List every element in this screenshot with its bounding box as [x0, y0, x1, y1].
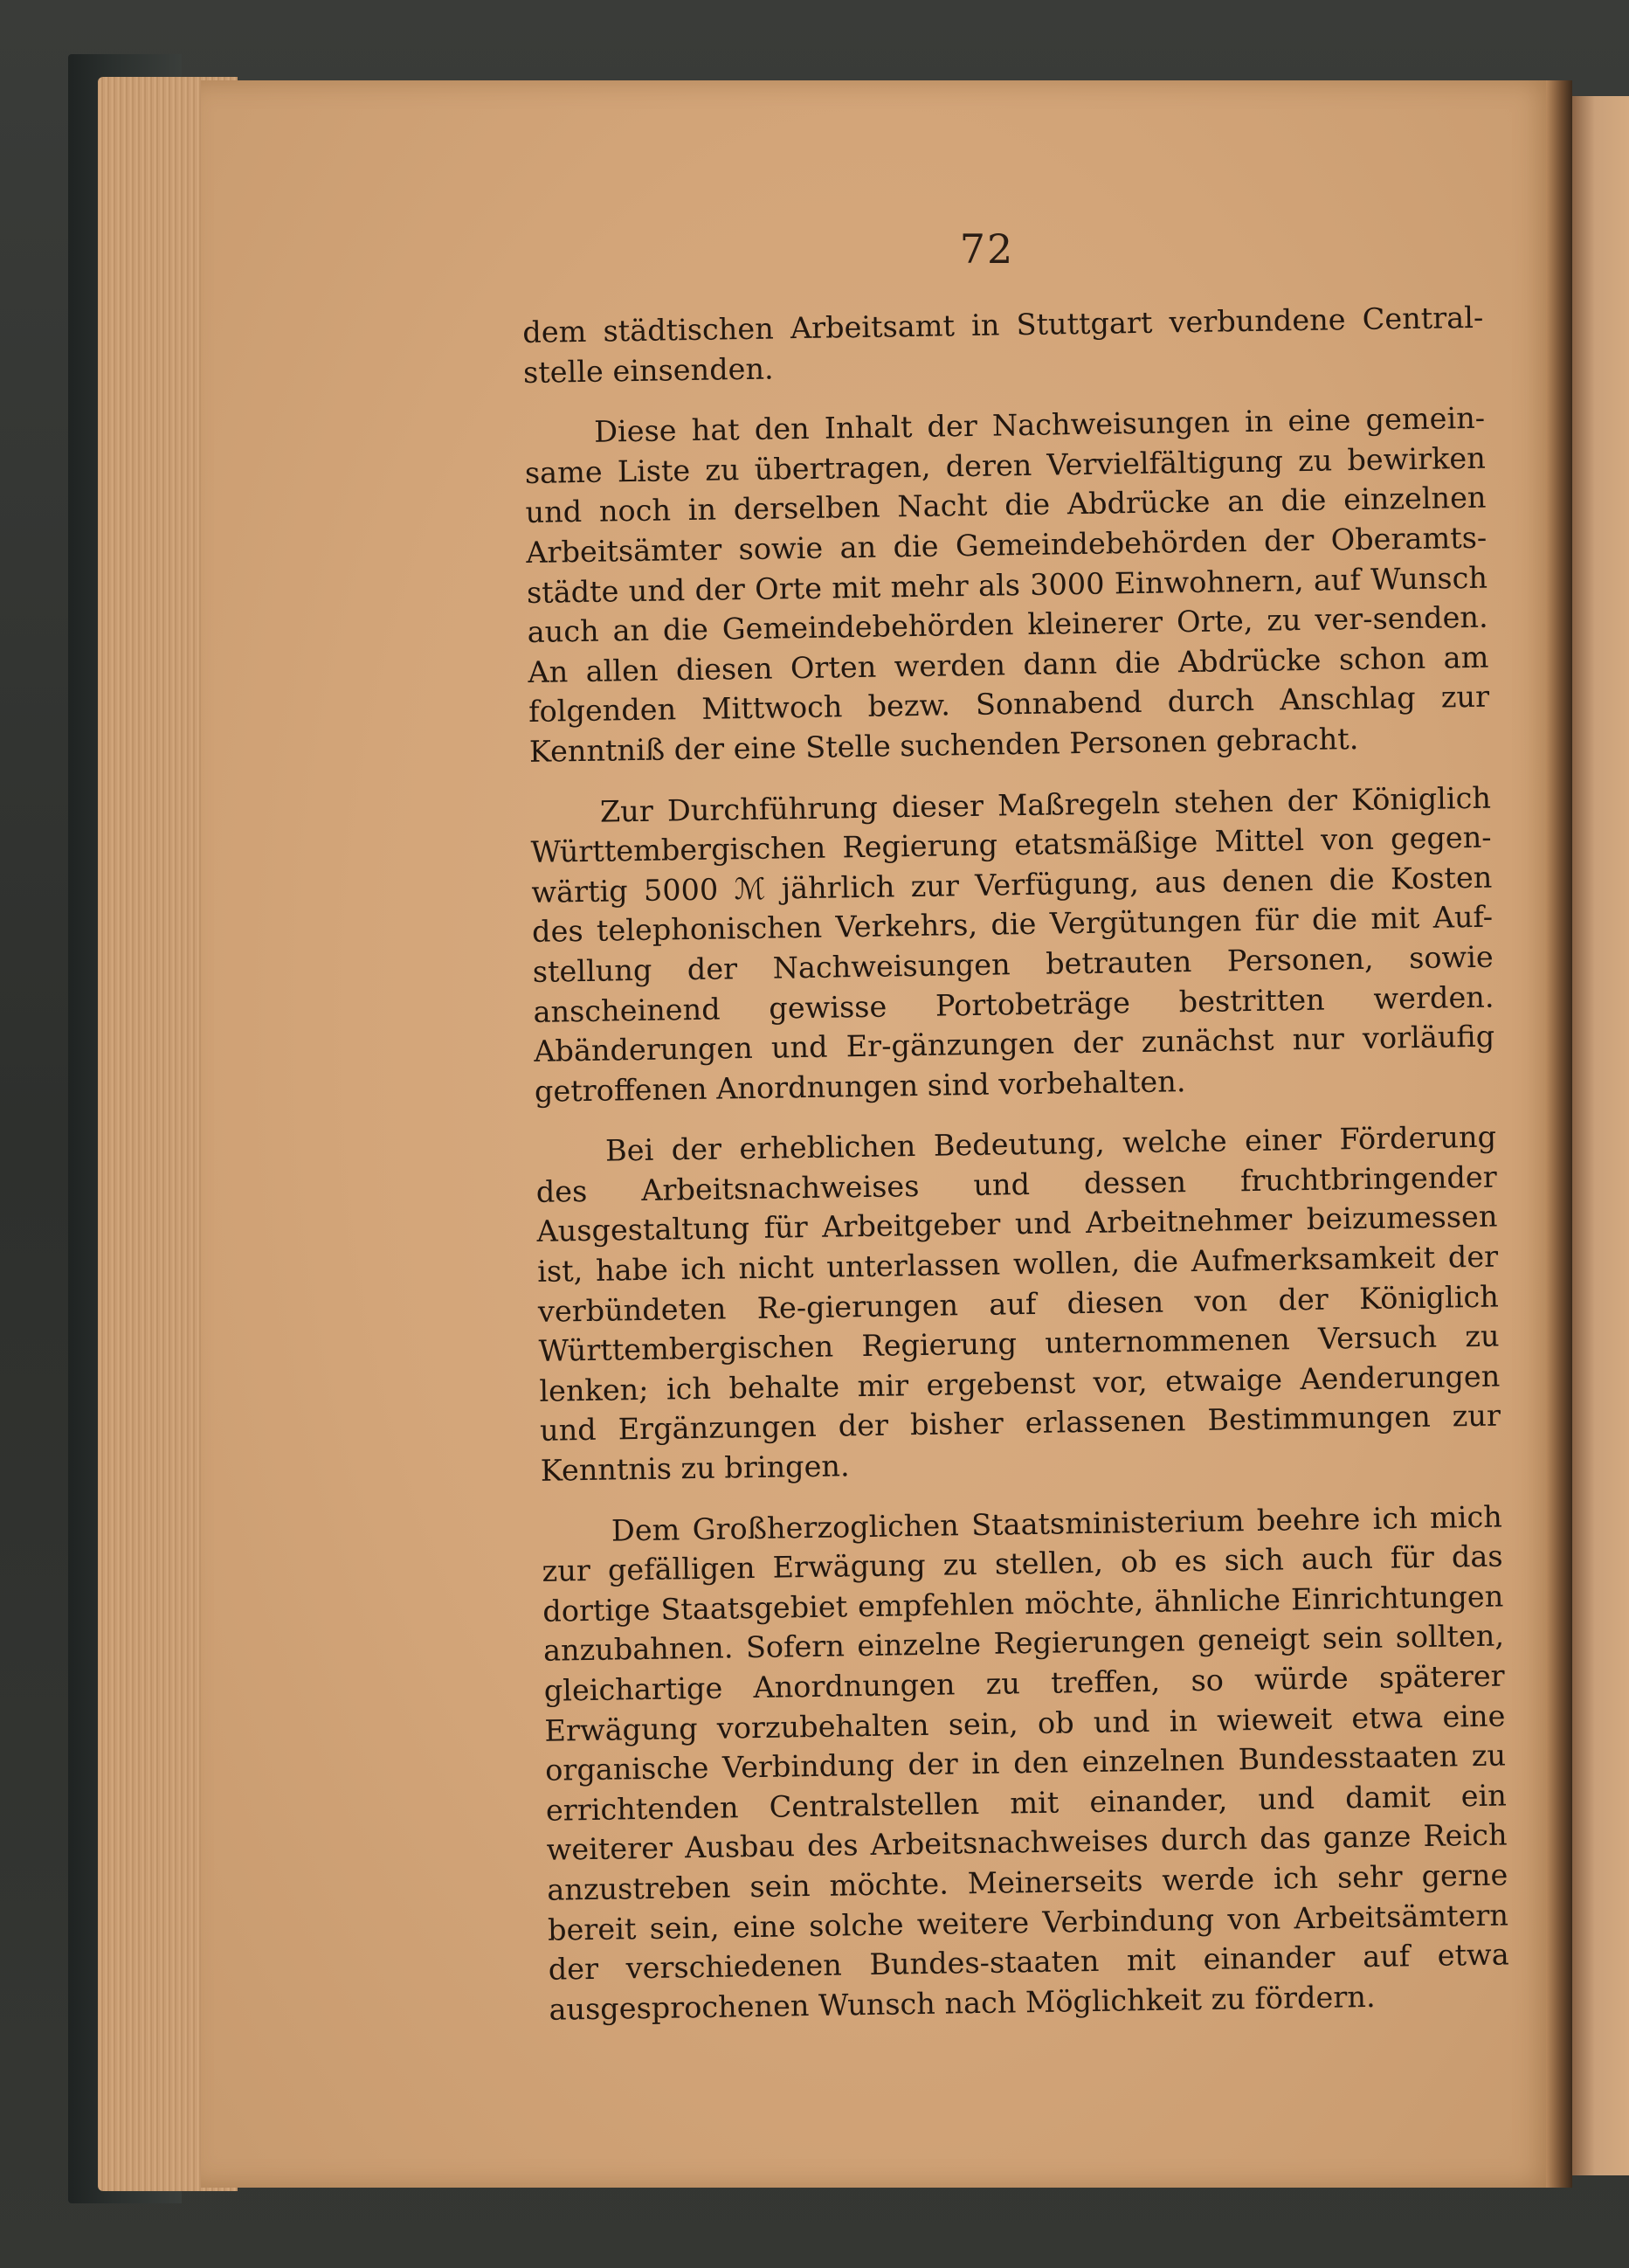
paragraph-2: Diese hat den Inhalt der Nachweisungen in eine gemein-same Liste zu übertragen, deren Vervielfältigung zu bewirken und noch in derselben Nacht die Abdrücke an die einzelnen Arbeitsämter sowie an die Gemeindebehörden der Oberamts-städte und der Orte mit mehr als 3000 Einwohnern, auf Wunsch auch an die Gemeindebehörden kleinerer Orte, zu ver-senden. An allen diesen Orten werden dann die Abdrücke schon am folgenden Mittwoch bezw. Sonnabend durch Anschlag zur Kenntniß der eine Stelle suchenden Personen gebracht. — [524, 400, 1490, 769]
paragraph-5: Dem Großherzoglichen Staatsministerium beehre ich mich zur gefälligen Erwägung zu stellen, ob es sich auch für das dortige Staatsgebiet empfehlen möchte, ähnliche Einrichtungen anzubahnen. Sofern einzelne Regierungen geneigt sein sollten, gleichartige Anordnungen zu treffen, so würde späterer Erwägung vorzubehalten sein, ob und in wieweit etwa eine organische Verbindung der in den einzelnen Bundesstaaten zu errichtenden Centralstellen mit einander, und damit ein weiterer Ausbau des Arbeitsnachweises durch das ganze Reich anzustreben sein möchte. Meinerseits werde ich sehr gerne bereit sein, eine solche weitere Verbindung von Arbeitsämtern der verschiedenen Bundes-staaten mit einander auf etwa ausgesprochenen Wunsch nach Möglichkeit zu fördern. — [542, 1499, 1509, 2027]
page-number: 72 — [959, 225, 1015, 273]
body-text — [522, 298, 1510, 2029]
book-gutter — [1546, 80, 1572, 2188]
paragraph-4: Bei der erheblichen Bedeutung, welche einer Förderung des Arbeitsnachweises und dessen fruchtbringender Ausgestaltung für Arbeitgeber und Arbeitnehmer beizumessen ist, habe ich nicht unterlassen wollen, die Aufmerksamkeit der verbündeten Re-gierungen auf diesen von der Königlich Württembergischen Regierung unternommenen Versuch zu lenken; ich behalte mir ergebenst vor, etwaige Aenderungen und Ergänzungen der bisher erlassenen Bestimmungen zur Kenntnis zu bringen. — [535, 1119, 1501, 1488]
facing-page-edge — [1572, 96, 1629, 2175]
paragraph-3: Zur Durchführung dieser Maßregeln stehen der Königlich Württembergischen Regierung etatsmäßige Mittel von gegen-wärtig 5000 ℳ jährlich zur Verfügung, aus denen die Kosten des telephonischen Verkehrs, die Vergütungen für die mit Auf-stellung der Nachweisungen betrauten Personen, sowie anscheinend gewisse Portobeträge bestritten werden. Abänderungen und Er-gänzungen der zunächst nur vorläufig getroffenen Anordnungen sind vorbehalten. — [530, 780, 1495, 1109]
paragraph-1: dem städtischen Arbeitsamt in Stuttgart verbundene Central-stelle einsenden. — [522, 300, 1484, 390]
